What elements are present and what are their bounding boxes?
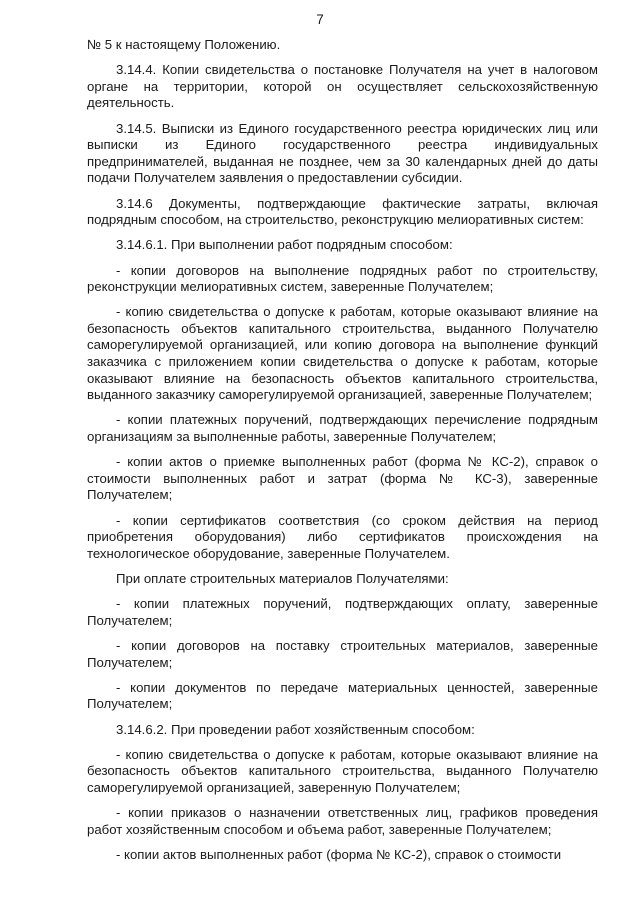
paragraph-3-14-6-1: 3.14.6.1. При выполнении работ подрядным способом: [116,237,453,253]
paragraph-materials: При оплате строительных материалов Получателями: [116,570,449,586]
list-item: - копии приказов о назначении ответственных лиц, графиков проведения работ хозяйственным способом и объема работ, заверенные Получателем; [87,805,598,837]
paragraph-3-14-5: 3.14.5. Выписки из Единого государственного реестра юридических лиц или выписки из Единого государственного реестра индивидуальных предпринимателей, выданная не позднее, чем за 30 календарных дней до даты подачи Получателем заявления о предоставлении субсидии. [87,120,598,186]
list-item: - копии актов выполненных работ (форма № КС-2), справок о стоимости [116,846,562,862]
list-item: - копии договоров на выполнение подрядных работ по строительству, реконструкции мелиоративных систем, заверенные Получателем; [87,262,598,295]
list-item: - копии договоров на поставку строительных материалов, заверенные Получателем; [87,637,598,670]
page-number: 7 [316,12,324,27]
list-item: - копии актов о приемке выполненных работ (форма № КС-2), справок о стоимости выполненных работ и затрат (форма № КС-3), заверенные Получателем; [87,454,598,503]
list-item: - копии документов по передаче материальных ценностей, заверенные Получателем; [87,679,598,712]
list-item: - копии платежных поручений, подтверждающих оплату, заверенные Получателем; [87,596,598,628]
document-body [87,37,598,872]
list-item: - копии платежных поручений, подтверждающих перечисление подрядным организациям за выполненные работы, заверенные Получателем; [87,412,598,445]
paragraph-3-14-6: 3.14.6 Документы, подтверждающие фактические затраты, включая подрядным способом, на строительство, реконструкцию мелиоративных систем: [87,195,598,228]
list-item: - копию свидетельства о допуске к работам, которые оказывают влияние на безопасность объектов капитального строительства, выданного Получателю саморегулируемой организацией, или копию договора на выполнение функций заказчика с приложением копии свидетельства о допуске к работам, которые оказывают влияние на безопасность объектов капитального строительства, выданного заказчику саморегулируемой организацией, заверенные Получателем; [87,304,598,403]
paragraph-3-14-4: 3.14.4. Копии свидетельства о постановке Получателя на учет в налоговом органе на территории, которой он осуществляет сельскохозяйственную деятельность. [87,62,598,111]
paragraph-continuation: № 5 к настоящему Положению. [87,37,281,52]
list-item: - копию свидетельства о допуске к работам, которые оказывают влияние на безопасность объектов капитального строительства, выданного Получателю саморегулируемой организацией, заверенную Получателем; [87,746,598,795]
paragraph-3-14-6-2: 3.14.6.2. При проведении работ хозяйственным способом: [116,721,475,737]
list-item: - копии сертификатов соответствия (со сроком действия на период приобретения оборудования) либо сертификатов происхождения на технологическое оборудование, заверенные Получателем. [87,512,598,561]
